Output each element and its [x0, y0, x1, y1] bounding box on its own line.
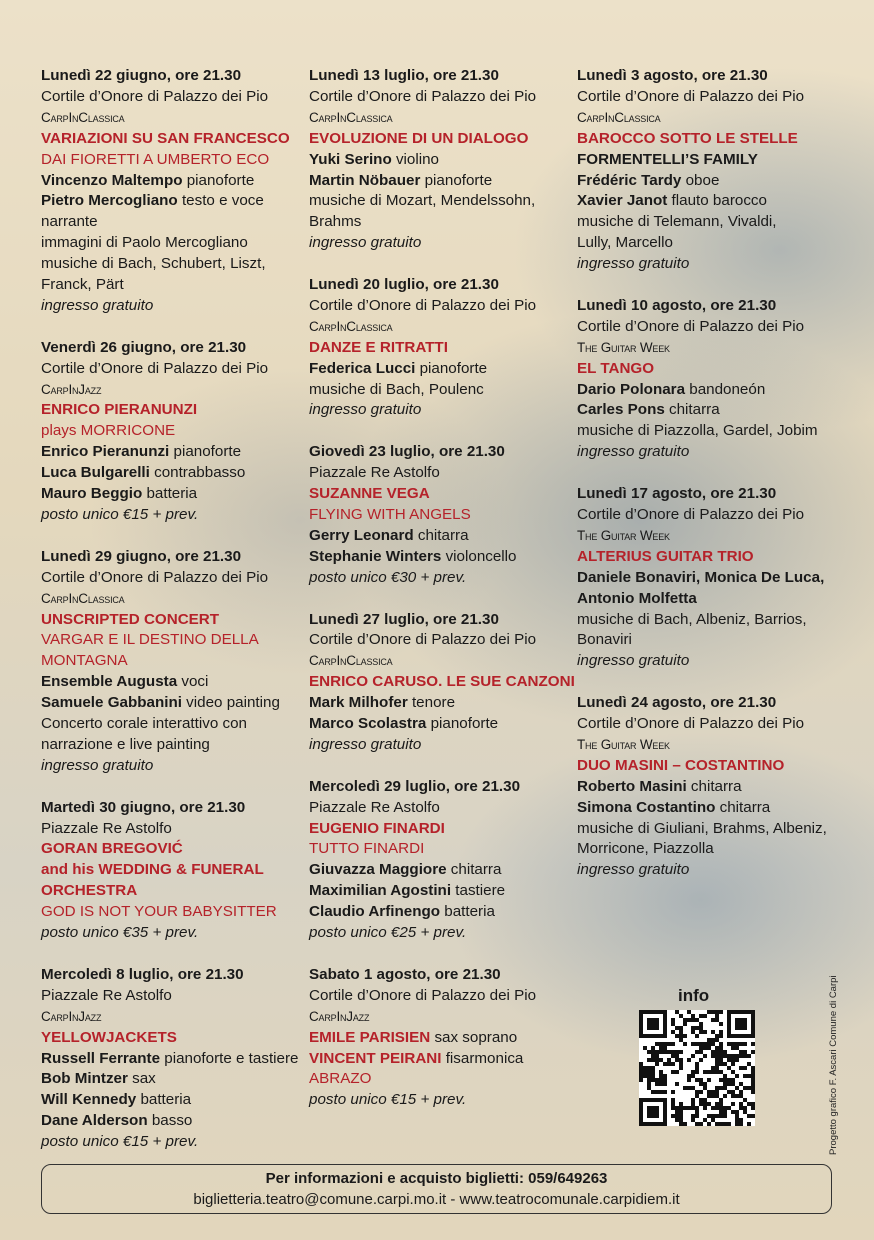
- performer-role: sax: [127, 1070, 156, 1088]
- program-column-1: [41, 66, 311, 1174]
- event-price: ingresso gratuito: [309, 234, 422, 252]
- event-series: The Guitar Week: [577, 339, 670, 355]
- concert-event: [577, 296, 847, 463]
- performer-role: pianoforte e tastiere: [160, 1049, 299, 1067]
- performer-name: Vincenzo Maltempo: [41, 171, 183, 189]
- event-text: Cortile d’Onore di Palazzo dei Pio: [309, 296, 537, 314]
- event-series: CarpInClassica: [309, 109, 393, 125]
- performer-name: Mauro Beggio: [41, 485, 143, 503]
- performer-role: flauto barocco: [667, 192, 767, 210]
- performer-name: Simona Costantino: [577, 798, 716, 816]
- performer-role: tastiere: [451, 882, 506, 900]
- performer-role: chitarra: [664, 401, 720, 419]
- event-title: EUGENIO FINARDI: [309, 819, 445, 837]
- event-title: ENRICO CARUSO. LE SUE CANZONI: [309, 673, 575, 691]
- performer-line: [309, 171, 579, 192]
- concert-event: [41, 798, 311, 944]
- performer-line: [577, 777, 847, 798]
- event-date: Lunedì 29 giugno, ore 21.30: [41, 547, 242, 565]
- event-text: Morricone, Piazzolla: [577, 840, 714, 858]
- event-series: CarpInJazz: [41, 381, 102, 397]
- performer-line: [309, 860, 579, 881]
- concert-event: [309, 275, 579, 421]
- performer-line: [577, 400, 847, 421]
- ticket-info-phone: Per informazioni e acquisto biglietti: 059/649263: [265, 1170, 608, 1187]
- performer-line: [309, 1028, 579, 1049]
- event-series: CarpInClassica: [577, 109, 661, 125]
- performer-name: Bob Mintzer: [41, 1070, 128, 1088]
- performer-name: Samuele Gabbanini: [41, 694, 182, 712]
- event-title: GOD IS NOT YOUR BABYSITTER: [41, 903, 277, 921]
- event-price: posto unico €35 + prev.: [41, 924, 199, 942]
- concert-event: [41, 66, 311, 317]
- concert-event: [577, 484, 847, 672]
- event-title: EVOLUZIONE DI UN DIALOGO: [309, 129, 529, 147]
- concert-event: [41, 338, 311, 526]
- performer-role: chitarra: [686, 777, 742, 795]
- performer-name: Pietro Mercogliano: [41, 192, 178, 210]
- event-title: ORCHESTRA: [41, 882, 138, 900]
- performer-line: [577, 171, 847, 192]
- performer-line: [577, 798, 847, 819]
- performer-role: basso: [147, 1112, 193, 1130]
- event-date: Lunedì 24 agosto, ore 21.30: [577, 694, 777, 712]
- performer-name: EMILE PARISIEN: [309, 1028, 431, 1046]
- event-price: ingresso gratuito: [309, 401, 422, 419]
- event-title: EL TANGO: [577, 359, 655, 377]
- performer-role: sax soprano: [430, 1028, 518, 1046]
- event-text: Cortile d’Onore di Palazzo dei Pio: [577, 87, 805, 105]
- event-title: and his WEDDING & FUNERAL: [41, 861, 264, 879]
- event-title: VARIAZIONI SU SAN FRANCESCO: [41, 129, 290, 147]
- event-series: CarpInClassica: [309, 653, 393, 669]
- concert-event: [309, 66, 579, 254]
- event-text: musiche di Telemann, Vivaldi,: [577, 213, 777, 231]
- event-date: Sabato 1 agosto, ore 21.30: [309, 965, 501, 983]
- event-date: Venerdì 26 giugno, ore 21.30: [41, 338, 247, 356]
- event-date: Lunedì 3 agosto, ore 21.30: [577, 67, 768, 84]
- performer-name: Xavier Janot: [577, 192, 668, 210]
- event-text: Cortile d’Onore di Palazzo dei Pio: [41, 568, 269, 586]
- event-text: Cortile d’Onore di Palazzo dei Pio: [577, 317, 805, 335]
- performer-role: batteria: [142, 485, 198, 503]
- event-title: ENRICO PIERANUNZI: [41, 401, 198, 419]
- performer-name: Giuvazza Maggiore: [309, 861, 447, 879]
- performer-name: Frédéric Tardy: [577, 171, 682, 189]
- event-title: SUZANNE VEGA: [309, 485, 430, 503]
- event-text: Antonio Molfetta: [577, 589, 697, 607]
- performer-name: Martin Nöbauer: [309, 171, 421, 189]
- event-title: VARGAR E IL DESTINO DELLA: [41, 631, 259, 649]
- event-date: Lunedì 22 giugno, ore 21.30: [41, 67, 242, 84]
- event-text: musiche di Giuliani, Brahms, Albeniz,: [577, 819, 827, 837]
- performer-line: [41, 672, 311, 693]
- performer-role: chitarra: [446, 861, 502, 879]
- performer-line: [309, 526, 579, 547]
- event-title: GORAN BREGOVIĆ: [41, 840, 183, 858]
- concert-event: [41, 965, 311, 1153]
- event-title: TUTTO FINARDI: [309, 840, 425, 858]
- performer-name: Yuki Serino: [309, 150, 392, 168]
- event-text: Daniele Bonaviri, Monica De Luca,: [577, 568, 825, 586]
- performer-role: chitarra: [715, 798, 771, 816]
- event-price: ingresso gratuito: [577, 652, 690, 670]
- performer-line: [41, 1049, 311, 1070]
- performer-role: testo e voce: [177, 192, 264, 210]
- performer-line: [41, 442, 311, 463]
- event-price: posto unico €30 + prev.: [309, 568, 467, 586]
- performer-name: Roberto Masini: [577, 777, 687, 795]
- performer-name: Will Kennedy: [41, 1091, 137, 1109]
- performer-name: VINCENT PEIRANI: [309, 1049, 442, 1067]
- performer-line: [309, 881, 579, 902]
- event-price: ingresso gratuito: [577, 443, 690, 461]
- event-text: Cortile d’Onore di Palazzo dei Pio: [41, 359, 269, 377]
- event-date: Mercoledì 29 luglio, ore 21.30: [309, 777, 521, 795]
- concert-event: [577, 693, 847, 881]
- concert-event: [41, 547, 311, 777]
- event-price: posto unico €15 + prev.: [41, 506, 199, 524]
- event-text: Franck, Pärt: [41, 276, 124, 294]
- qr-code-icon[interactable]: [639, 1010, 755, 1126]
- performer-line: [41, 463, 311, 484]
- event-series: The Guitar Week: [577, 736, 670, 752]
- program-column-2: [309, 66, 579, 1132]
- performer-role: pianoforte: [415, 359, 488, 377]
- performer-name: Ensemble Augusta: [41, 673, 178, 691]
- event-text: Piazzale Re Astolfo: [309, 464, 440, 482]
- event-title: YELLOWJACKETS: [41, 1028, 177, 1046]
- performer-role: contrabbasso: [149, 464, 246, 482]
- concert-event: [309, 442, 579, 588]
- event-text: musiche di Bach, Poulenc: [309, 380, 484, 398]
- performer-line: [41, 171, 311, 192]
- concert-event: [309, 610, 579, 756]
- event-text: narrazione e live painting: [41, 735, 210, 753]
- event-series: CarpInJazz: [41, 1008, 102, 1024]
- performer-line: [309, 359, 579, 380]
- event-title: plays MORRICONE: [41, 422, 176, 440]
- event-date: Lunedì 13 luglio, ore 21.30: [309, 67, 499, 84]
- event-price: posto unico €15 + prev.: [309, 1091, 467, 1109]
- event-title: UNSCRIPTED CONCERT: [41, 610, 220, 628]
- event-price: ingresso gratuito: [309, 735, 422, 753]
- event-date: Martedì 30 giugno, ore 21.30: [41, 798, 246, 816]
- performer-line: [309, 902, 579, 923]
- performer-line: [309, 693, 579, 714]
- event-text: immagini di Paolo Mercogliano: [41, 234, 248, 252]
- event-series: The Guitar Week: [577, 527, 670, 543]
- event-price: ingresso gratuito: [577, 255, 690, 273]
- event-title: ALTERIUS GUITAR TRIO: [577, 547, 754, 565]
- event-text: Brahms: [309, 213, 362, 231]
- performer-name: Maximilian Agostini: [309, 882, 452, 900]
- performer-role: pianoforte: [182, 171, 255, 189]
- performer-role: violoncello: [441, 547, 517, 565]
- ticket-info-contacts[interactable]: biglietteria.teatro@comune.carpi.mo.it - www.teatrocomunale.carpidiem.it: [193, 1191, 680, 1208]
- performer-line: [41, 1090, 311, 1111]
- performer-line: [41, 191, 311, 212]
- event-series: CarpInClassica: [309, 318, 393, 334]
- event-series: CarpInClassica: [41, 109, 125, 125]
- design-credit: Progetto grafico F. Ascari Comune di Carpi: [828, 975, 839, 1155]
- performer-name: Gerry Leonard: [309, 526, 414, 544]
- performer-role: oboe: [681, 171, 720, 189]
- event-text: musiche di Piazzolla, Gardel, Jobim: [577, 422, 818, 440]
- info-label: info: [678, 986, 710, 1005]
- event-title: DAI FIORETTI A UMBERTO ECO: [41, 150, 270, 168]
- performer-role: bandoneón: [685, 380, 766, 398]
- performer-role: pianoforte: [420, 171, 493, 189]
- performer-name: Luca Bulgarelli: [41, 464, 150, 482]
- performer-line: [41, 484, 311, 505]
- performer-role: pianoforte: [426, 715, 499, 733]
- performer-line: [309, 714, 579, 735]
- performer-role: batteria: [136, 1091, 192, 1109]
- event-price: ingresso gratuito: [41, 756, 154, 774]
- event-title: BAROCCO SOTTO LE STELLE: [577, 129, 798, 147]
- program-column-3: [577, 66, 847, 902]
- event-text: Cortile d’Onore di Palazzo dei Pio: [309, 631, 537, 649]
- performer-role: fisarmonica: [441, 1049, 524, 1067]
- event-text: musiche di Bach, Albeniz, Barrios,: [577, 610, 807, 628]
- event-text: Cortile d’Onore di Palazzo dei Pio: [577, 506, 805, 523]
- performer-name: Dario Polonara: [577, 380, 686, 398]
- event-date: Giovedì 23 luglio, ore 21.30: [309, 443, 505, 461]
- event-text: Piazzale Re Astolfo: [41, 819, 172, 837]
- performer-name: Marco Scolastra: [309, 715, 427, 733]
- event-price: ingresso gratuito: [41, 296, 154, 314]
- event-text: Concerto corale interattivo con: [41, 715, 247, 733]
- concert-event: [309, 965, 579, 1111]
- event-title: MONTAGNA: [41, 652, 128, 670]
- event-price: posto unico €15 + prev.: [41, 1133, 199, 1151]
- performer-line: [41, 693, 311, 714]
- performer-role: chitarra: [413, 526, 469, 544]
- contact-footer: [41, 1164, 832, 1214]
- performer-line: [309, 150, 579, 171]
- event-date: Mercoledì 8 luglio, ore 21.30: [41, 965, 244, 983]
- concert-event: [577, 66, 847, 275]
- event-date: Lunedì 27 luglio, ore 21.30: [309, 610, 499, 628]
- performer-role: video painting: [181, 694, 280, 712]
- event-series: CarpInClassica: [41, 590, 125, 606]
- performer-line: [577, 380, 847, 401]
- performer-role: violino: [391, 150, 439, 168]
- event-title: FLYING WITH ANGELS: [309, 506, 471, 523]
- performer-name: Dane Alderson: [41, 1112, 148, 1130]
- performer-line: [309, 1049, 579, 1070]
- event-series: CarpInJazz: [309, 1008, 370, 1024]
- performer-line: [41, 1111, 311, 1132]
- event-text: Cortile d’Onore di Palazzo dei Pio: [309, 87, 537, 105]
- performer-role: batteria: [440, 903, 495, 921]
- performer-line: [41, 1069, 311, 1090]
- event-price: posto unico €25 + prev.: [309, 924, 467, 942]
- event-date: Lunedì 17 agosto, ore 21.30: [577, 485, 777, 503]
- performer-role: voci: [177, 673, 209, 691]
- event-text: Cortile d’Onore di Palazzo dei Pio: [309, 986, 537, 1004]
- event-text: Cortile d’Onore di Palazzo dei Pio: [577, 715, 805, 733]
- performer-name: Federica Lucci: [309, 359, 416, 377]
- concert-event: [309, 777, 579, 944]
- event-text: Bonaviri: [577, 631, 632, 649]
- performer-name: Carles Pons: [577, 401, 665, 419]
- performer-name: Enrico Pieranunzi: [41, 443, 170, 461]
- event-title: DUO MASINI – COSTANTINO: [577, 756, 785, 774]
- event-price: ingresso gratuito: [577, 861, 690, 879]
- performer-role: pianoforte: [169, 443, 242, 461]
- performer-name: Stephanie Winters: [309, 547, 442, 565]
- performer-name: Claudio Arfinengo: [309, 903, 441, 921]
- event-text: Piazzale Re Astolfo: [309, 798, 440, 816]
- event-title: ABRAZO: [309, 1070, 372, 1088]
- performer-line: [577, 191, 847, 212]
- performer-line: [309, 547, 579, 568]
- performer-name: Russell Ferrante: [41, 1049, 161, 1067]
- event-text: Lully, Marcello: [577, 234, 673, 252]
- event-text: narrante: [41, 213, 98, 231]
- event-text: FORMENTELLI’S FAMILY: [577, 150, 758, 168]
- performer-role: tenore: [407, 694, 456, 712]
- event-text: Piazzale Re Astolfo: [41, 986, 172, 1004]
- event-text: musiche di Bach, Schubert, Liszt,: [41, 255, 266, 273]
- performer-name: Mark Milhofer: [309, 694, 408, 712]
- event-title: DANZE E RITRATTI: [309, 338, 448, 356]
- event-text: Cortile d’Onore di Palazzo dei Pio: [41, 87, 269, 105]
- event-date: Lunedì 10 agosto, ore 21.30: [577, 296, 777, 314]
- event-date: Lunedì 20 luglio, ore 21.30: [309, 276, 499, 294]
- event-text: musiche di Mozart, Mendelssohn,: [309, 192, 536, 210]
